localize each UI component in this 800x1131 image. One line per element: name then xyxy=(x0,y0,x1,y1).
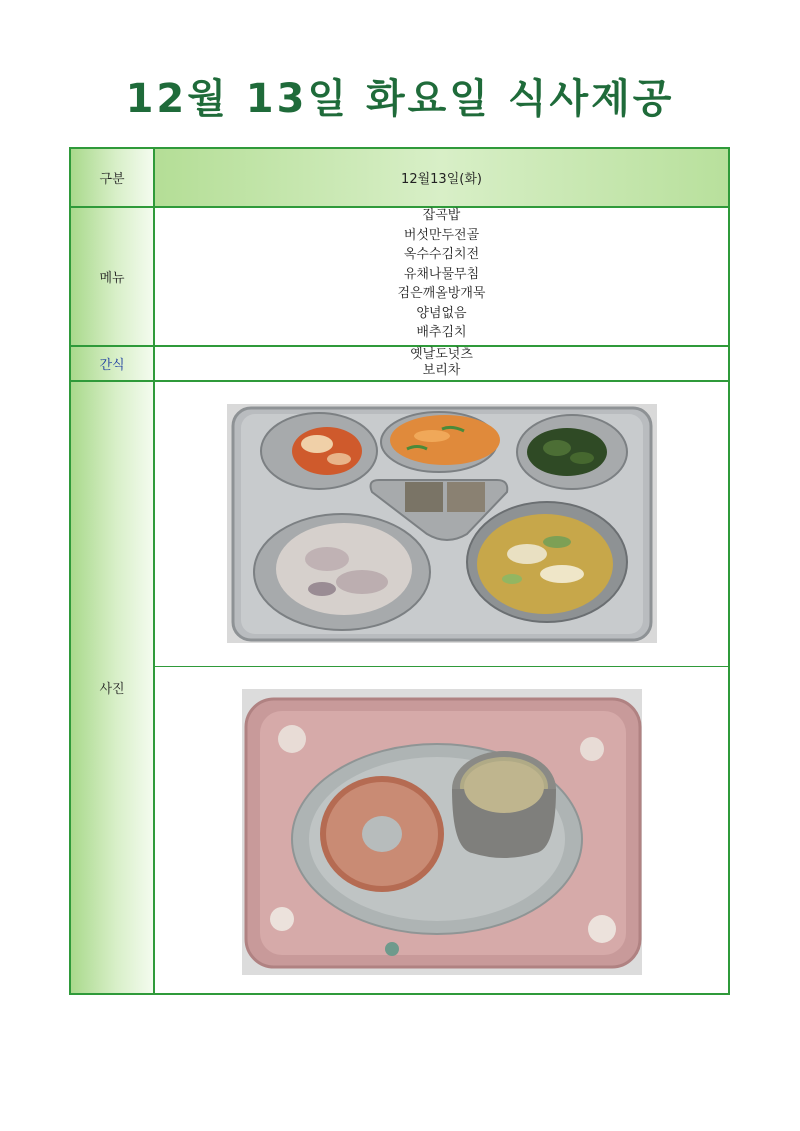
snack-list xyxy=(155,347,728,379)
donut-snack-illustration xyxy=(242,689,642,975)
date-cell: 12월13일(화) xyxy=(155,149,728,206)
snack-cell xyxy=(155,347,728,380)
menu-item: 잡곡밥 xyxy=(422,208,461,223)
menu-list xyxy=(155,206,728,343)
menu-cell xyxy=(155,208,728,345)
menu-item: 유채나물무침 xyxy=(403,266,480,282)
menu-label: 메뉴 xyxy=(71,208,155,345)
snack-item: 보리차 xyxy=(422,363,461,378)
menu-item: 양념없음 xyxy=(416,305,467,321)
photo-divider xyxy=(155,666,728,667)
page-title: 12월 13일 화요일 식사제공 xyxy=(125,76,675,122)
menu-item: 옥수수김치전 xyxy=(403,247,480,262)
meal-tray-illustration xyxy=(227,404,657,643)
menu-item: 검은깨올방개묵 xyxy=(397,286,486,301)
menu-item: 배추김치 xyxy=(416,325,467,340)
meal-tray-photo xyxy=(227,404,657,643)
meal-table xyxy=(69,147,730,995)
menu-item: 버섯만두전골 xyxy=(403,227,480,243)
row-divider xyxy=(71,380,728,382)
snack-item: 옛날도넛츠 xyxy=(410,347,473,362)
snack-label: 간식 xyxy=(71,347,155,380)
donut-snack-photo xyxy=(242,689,642,975)
photo-label: 사진 xyxy=(71,382,155,993)
header-label: 구분 xyxy=(71,149,155,206)
